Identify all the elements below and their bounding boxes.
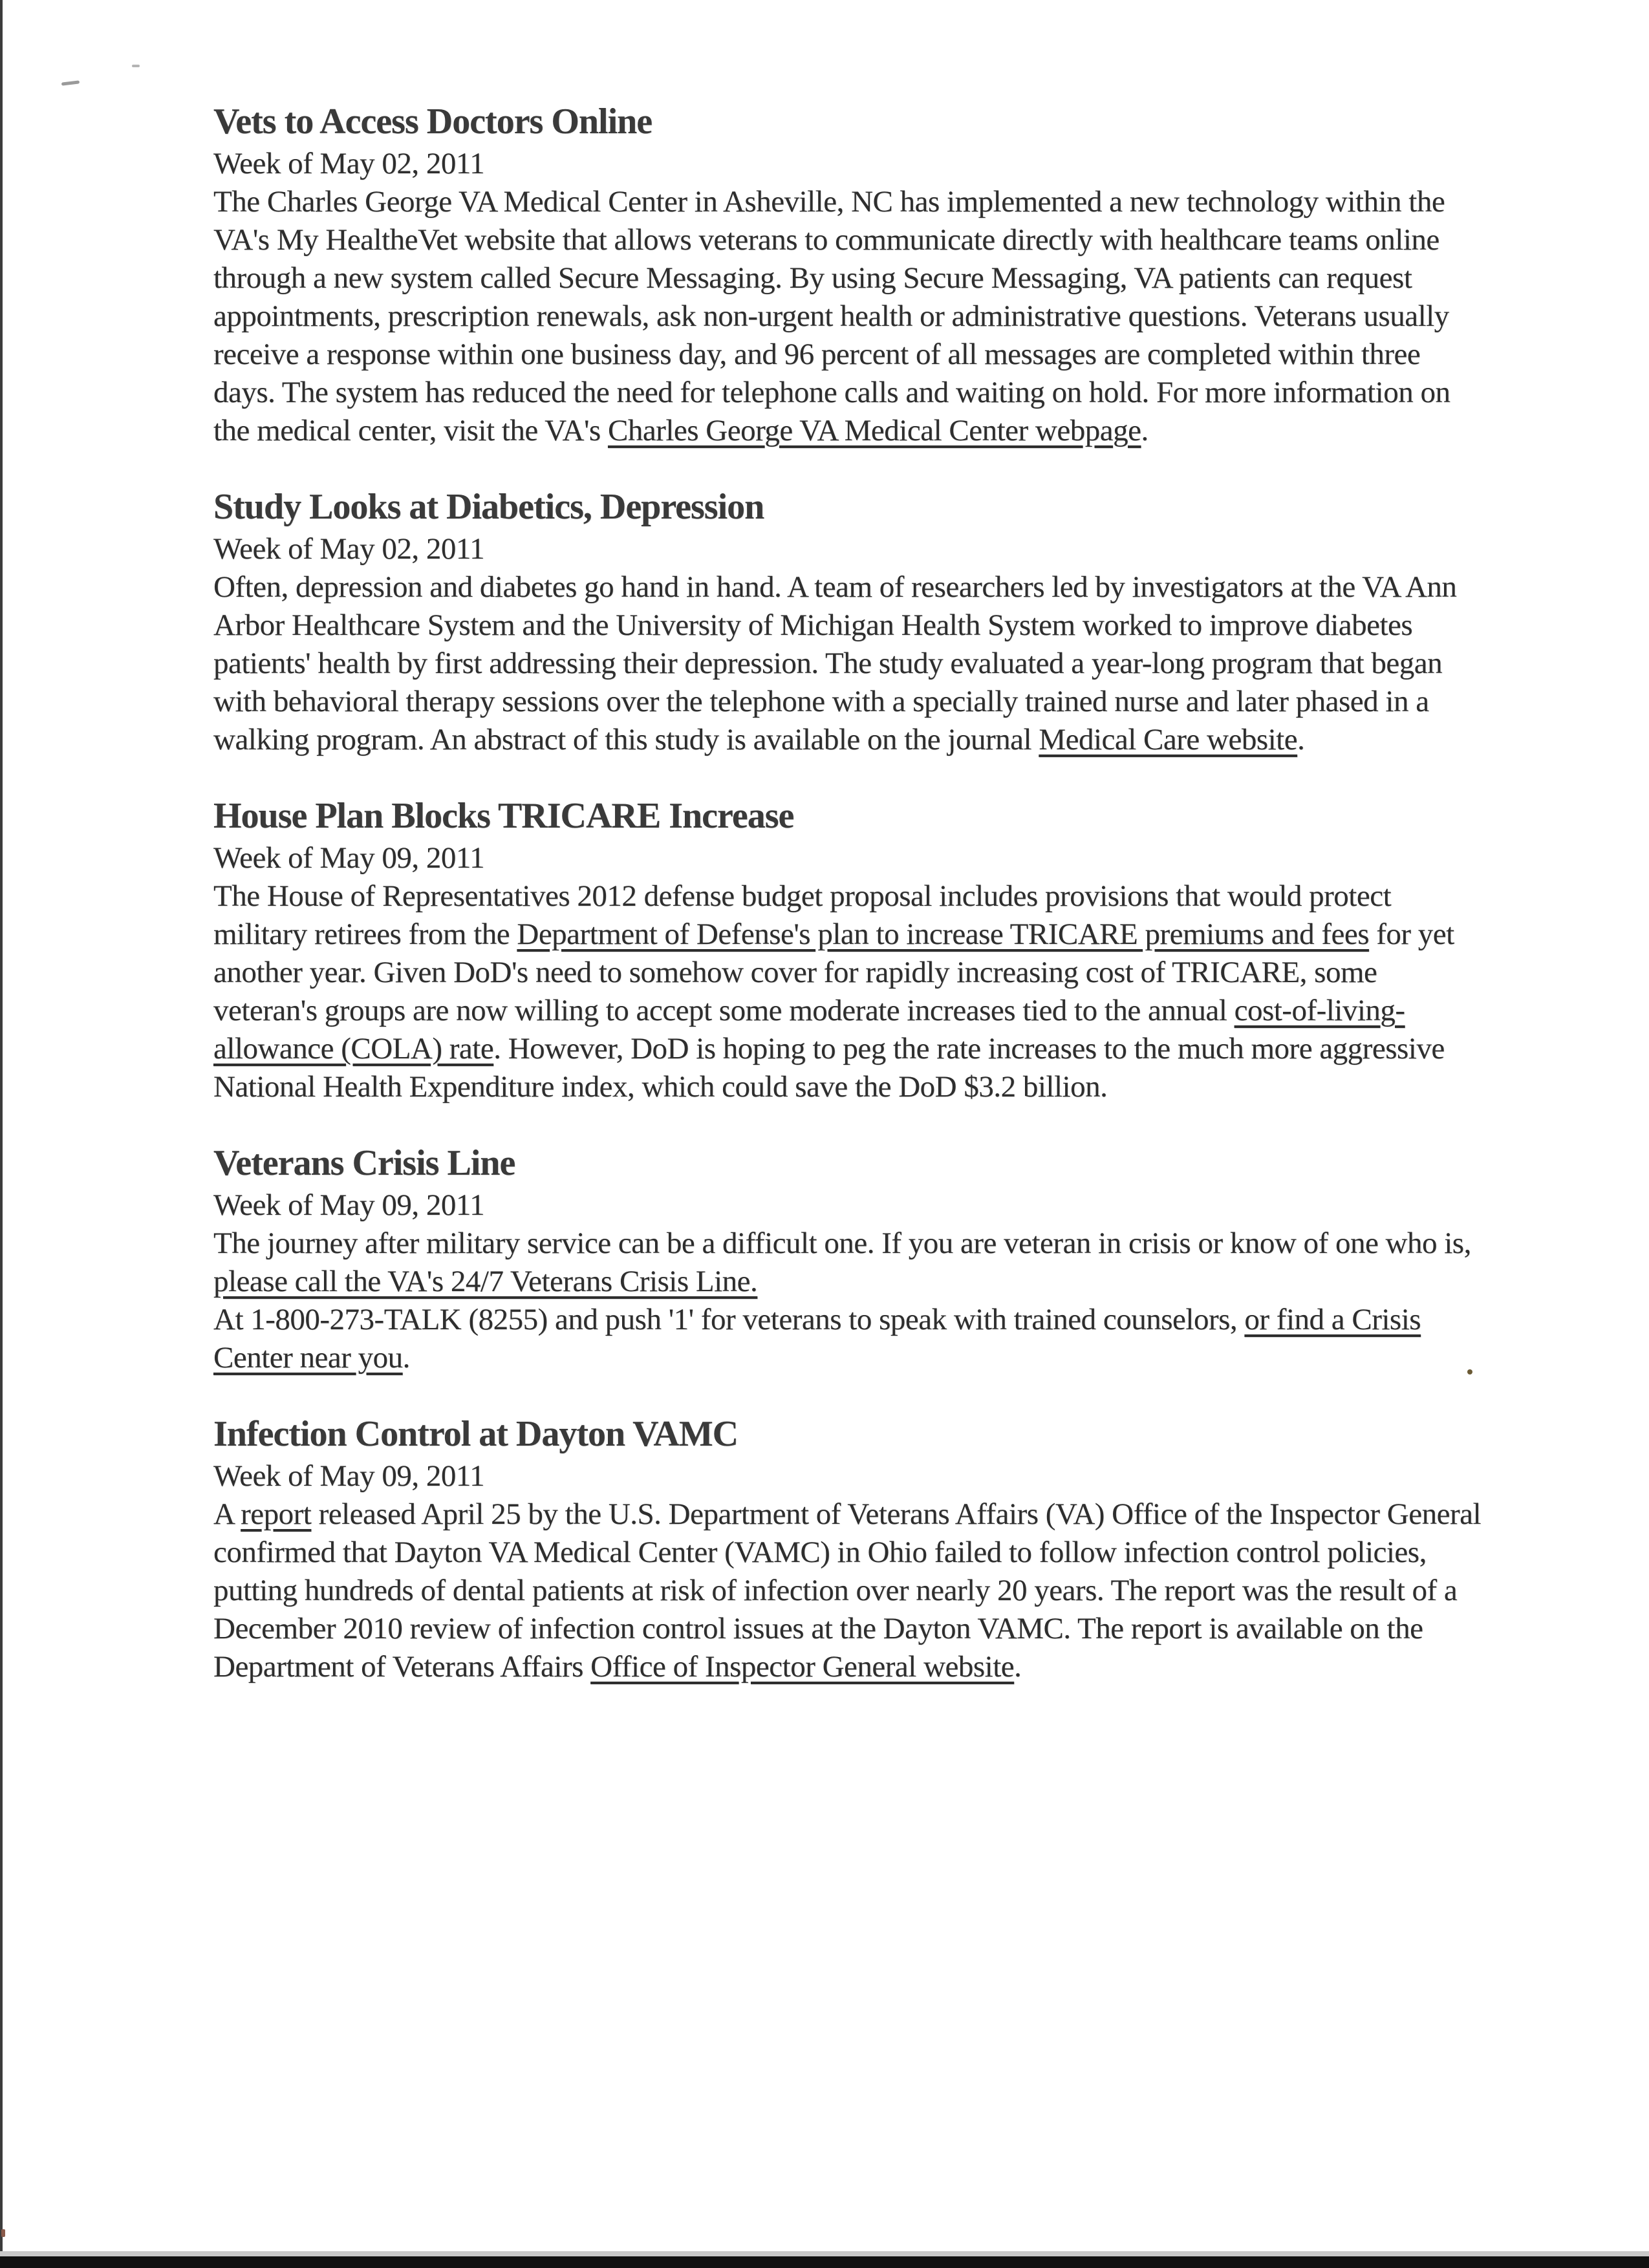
document-link[interactable]: cost-of-living-allowance (COLA) rate	[213, 994, 1405, 1065]
text-run: released April 25 by the U.S. Department of Veterans Affairs (VA) Office of the Inspector General confirmed that Dayton VA Medical Center (VAMC) in Ohio failed to follow infection control policies, putting hundreds of dental patients at risk of infection over nearly 20 years. The report was the result of a December 2010 review of infection control issues at the Dayton VAMC. The report is available on the Department of Veterans Affairs	[213, 1497, 1482, 1684]
scan-speck	[61, 80, 80, 85]
news-section	[213, 98, 1481, 450]
section-paragraphs	[213, 183, 1481, 450]
news-section	[213, 793, 1481, 1106]
section-paragraph	[213, 1495, 1481, 1686]
document-link[interactable]: Department of Defense's plan to increase TRICARE premiums and fees	[517, 917, 1369, 951]
text-run: for yet another year. Given DoD's need to somehow cover for rapidly increasing cost of TRICARE, some veteran's groups are now willing to accept some moderate increases tied to the annual	[213, 917, 1454, 1027]
document-link[interactable]: please call the VA's 24/7 Veterans Crisis Line.	[213, 1265, 758, 1298]
text-run: A	[213, 1497, 241, 1531]
text-run: The journey after military service can be a difficult one. If you are veteran in crisis or know of one who is,	[213, 1226, 1471, 1260]
document-link[interactable]: report	[241, 1497, 312, 1531]
text-run: The Charles George VA Medical Center in Asheville, NC has implemented a new technology within the VA's My HealtheVet website that allows veterans to communicate directly with healthcare teams online through a new system called Secure Messaging. By using Secure Messaging, VA patients can request appointments, prescription renewals, ask non-urgent health or administrative questions. Veterans usually receive a response within one business day, and 96 percent of all messages are completed within three days. The system has reduced the need for telephone calls and waiting on hold. For more information on the medical center, visit the VA's	[213, 185, 1450, 447]
document-link[interactable]: or find a Crisis Center near you	[213, 1303, 1421, 1375]
section-title: Veterans Crisis Line	[213, 1143, 515, 1183]
document-link[interactable]: Office of Inspector General website	[590, 1650, 1015, 1684]
section-title: House Plan Blocks TRICARE Increase	[213, 796, 794, 836]
scan-speck	[1467, 1369, 1472, 1375]
document-link[interactable]: Charles George VA Medical Center webpage	[607, 414, 1141, 447]
section-date: Week of May 02, 2011	[213, 532, 485, 566]
section-title: Infection Control at Dayton VAMC	[213, 1414, 738, 1454]
section-paragraph	[213, 568, 1481, 759]
section-title: Study Looks at Diabetics, Depression	[213, 487, 764, 527]
section-paragraph	[213, 1301, 1481, 1377]
news-section	[213, 1411, 1481, 1686]
news-section	[213, 484, 1481, 759]
text-run: At 1-800-273-TALK (8255) and push '1' for veterans to speak with trained counselors,	[213, 1303, 1245, 1336]
section-paragraphs	[213, 1225, 1481, 1377]
document-body	[213, 98, 1481, 1720]
scan-bottom-black-band	[0, 2256, 1649, 2268]
scan-speck	[132, 65, 140, 67]
text-run: .	[1014, 1650, 1022, 1684]
text-run: .	[1297, 723, 1305, 756]
section-date: Week of May 02, 2011	[213, 147, 485, 180]
section-title: Vets to Access Doctors Online	[213, 102, 652, 142]
section-paragraph	[213, 1225, 1481, 1301]
scan-bottom-gray-line	[0, 2251, 1649, 2256]
text-run: .	[402, 1341, 410, 1375]
document-link[interactable]: Medical Care website	[1039, 723, 1298, 756]
scan-edge-left	[0, 0, 3, 2260]
text-run: . However, DoD is hoping to peg the rate increases to the much more aggressive National Health Expenditure index, which could save the DoD $3.2 billion.	[213, 1032, 1445, 1104]
news-section	[213, 1140, 1481, 1377]
text-run: .	[1141, 414, 1148, 447]
section-date: Week of May 09, 2011	[213, 1188, 485, 1222]
scan-speck	[1, 2229, 5, 2237]
text-run: Often, depression and diabetes go hand in hand. A team of researchers led by investigators at the VA Ann Arbor Healthcare System and the University of Michigan Health System worked to improve diabetes patients' health by first addressing their depression. The study evaluated a year-long program that began with behavioral therapy sessions over the telephone with a specially trained nurse and later phased in a walking program. An abstract of this study is available on the journal	[213, 570, 1457, 756]
section-date: Week of May 09, 2011	[213, 1459, 485, 1493]
section-paragraph	[213, 877, 1481, 1106]
section-paragraphs	[213, 568, 1481, 759]
section-paragraphs	[213, 1495, 1481, 1686]
text-run: The House of Representatives 2012 defense budget proposal includes provisions that would protect military retirees from the	[213, 879, 1392, 951]
section-date: Week of May 09, 2011	[213, 841, 485, 875]
section-paragraph	[213, 183, 1481, 450]
section-paragraphs	[213, 877, 1481, 1106]
